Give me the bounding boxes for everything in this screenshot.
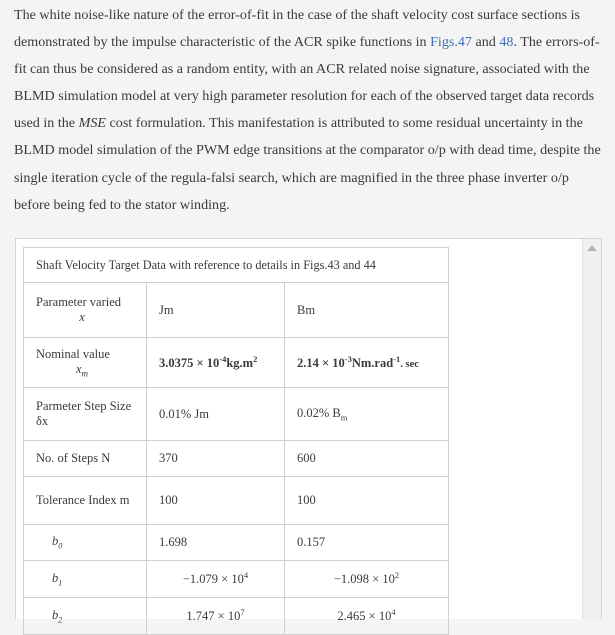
paragraph-text: and bbox=[471, 34, 500, 51]
cell-bm: $2.14 \times 10^{-3}Nm.rad^{-1}$. sec bbox=[285, 338, 449, 388]
table-row bbox=[24, 441, 449, 477]
row-label: Parmeter Step Size δx bbox=[24, 388, 147, 441]
cell-bm: Bm bbox=[285, 283, 449, 338]
row-label: Nominal value $x_m$ bbox=[24, 338, 147, 388]
table-row bbox=[24, 338, 449, 388]
table-row bbox=[24, 525, 449, 561]
cell-bm: 100 bbox=[285, 477, 449, 525]
row-label: $b_0$ bbox=[24, 525, 147, 561]
cell-jm: 370 bbox=[147, 441, 285, 477]
cell-jm: $1.747 \times 10^7$ bbox=[147, 598, 285, 635]
cell-bm: $2.465 \times 10^4$ bbox=[285, 598, 449, 635]
table-row bbox=[24, 561, 449, 598]
target-data-table bbox=[23, 247, 449, 635]
cell-jm: 1.698 bbox=[147, 525, 285, 561]
cell-jm: $-1.079 \times 10^4$ bbox=[147, 561, 285, 598]
paragraph-text: cost formulation. This manifestation is attributed to some residual uncertainty in the BLMD model simulation of the PWM edge transitions at the comparator o/p with dead time, despite the single iteration cycle of the regula-falsi search, which are magnified in the three phase inverter o/p before being fed to the stator winding. bbox=[14, 115, 601, 213]
link-fig48[interactable]: 48 bbox=[499, 34, 514, 51]
row-label: Tolerance Index m bbox=[24, 477, 147, 525]
table-row bbox=[24, 283, 449, 338]
cell-bm: $-1.098 \times 10^2$ bbox=[285, 561, 449, 598]
cell-jm: Jm bbox=[147, 283, 285, 338]
paragraph-text: . The errors-of-fit can thus be considered as a random entity, with an ACR related noise signature, associated with the BLMD simulation model at very high parameter resolution for each of the observed target data records used in the bbox=[14, 34, 600, 132]
paragraph-text: The white noise-like nature of the error-of-fit in the case of the shaft velocity cost surface sections is demonstrated by the impulse characteristic of the ACR spike functions in bbox=[14, 7, 581, 51]
scroll-up-arrow-icon[interactable] bbox=[587, 245, 597, 251]
body-paragraph bbox=[14, 2, 604, 219]
table-row bbox=[24, 477, 449, 525]
cell-bm: 0.02% $B_m$ bbox=[285, 388, 449, 441]
table-panel bbox=[15, 238, 602, 625]
table-row bbox=[24, 598, 449, 635]
cell-bm: 0.157 bbox=[285, 525, 449, 561]
cell-bm: 600 bbox=[285, 441, 449, 477]
cell-jm: $3.0375 \times 10^{-4}kg.m^2$ bbox=[147, 338, 285, 388]
row-label: Parameter varied x bbox=[24, 283, 147, 338]
vertical-scrollbar[interactable] bbox=[582, 239, 601, 619]
table-caption: Shaft Velocity Target Data with reference to details in Figs.43 and 44 bbox=[24, 248, 449, 283]
row-label: $b_2$ bbox=[24, 598, 147, 635]
row-label: $b_1$ bbox=[24, 561, 147, 598]
cell-jm: 0.01% Jm bbox=[147, 388, 285, 441]
row-label: No. of Steps N bbox=[24, 441, 147, 477]
mse-term: MSE bbox=[78, 115, 106, 132]
cell-jm: 100 bbox=[147, 477, 285, 525]
link-fig47[interactable]: Figs.47 bbox=[430, 34, 472, 51]
table-row bbox=[24, 388, 449, 441]
